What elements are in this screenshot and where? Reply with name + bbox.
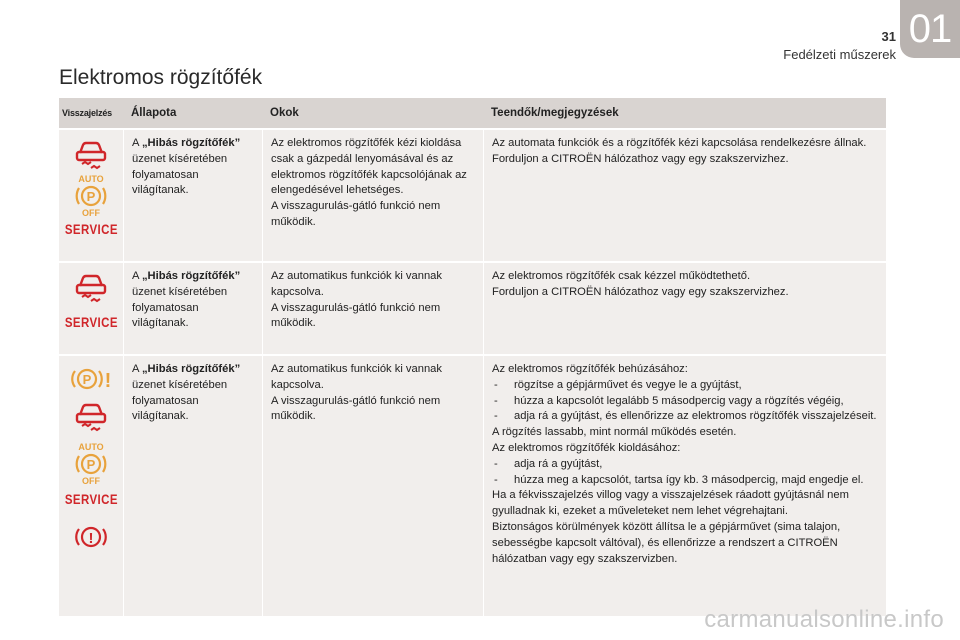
release-steps-list <box>492 457 878 489</box>
indicator-cell <box>59 356 123 616</box>
watermark: carmanualsonline.info <box>704 606 944 633</box>
brake-alert-icon <box>73 522 109 552</box>
svg-text:AUTO: AUTO <box>78 442 104 452</box>
action-cell: Az automata funkciók és a rögzítőfék kézi kapcsolása rendelkezésre állnak. Forduljon a CITROËN hálózathoz vagy egy szakszervizhez. <box>483 130 886 261</box>
brake-fault-icon <box>74 402 108 432</box>
svg-text:!: ! <box>88 529 94 547</box>
table-row <box>59 261 886 354</box>
park-warning-icon <box>69 364 113 394</box>
service-icon: SERVICE <box>64 221 118 237</box>
state-cell: A „Hibás rögzítőfék” üzenet kíséretében folyamatosan világítanak. <box>123 130 262 261</box>
header-cause: Okok <box>270 107 299 119</box>
list-item: - adja rá a gyújtást, és ellenőrizze az elektromos rögzítőfék visszajelzéseit. <box>492 409 878 425</box>
chapter-tab: 01 <box>900 0 960 58</box>
cause-cell: Az automatikus funkciók ki vannak kapcsolva. A visszagurulás-gátló funkció nem működik. <box>262 263 483 354</box>
page-number: 31 <box>881 29 896 44</box>
cause-cell: Az automatikus funkciók ki vannak kapcsolva. A visszagurulás-gátló funkció nem működik. <box>262 356 483 616</box>
engage-steps-list <box>492 378 878 425</box>
list-item: - rögzítse a gépjárművet és vegye le a gyújtást, <box>492 378 878 394</box>
auto-p-off-icon <box>73 442 109 486</box>
brake-fault-icon <box>74 140 108 170</box>
list-item: - húzza a kapcsolót legalább 5 másodpercig vagy a rögzítés végéig, <box>492 394 878 410</box>
svg-text:P: P <box>86 457 96 472</box>
table-row <box>59 354 886 616</box>
svg-text:P: P <box>86 189 96 204</box>
state-cell: A „Hibás rögzítőfék” üzenet kíséretében folyamatosan világítanak. <box>123 356 262 616</box>
brake-fault-icon <box>74 273 108 303</box>
table-header <box>59 98 886 128</box>
action-cell: Az elektromos rögzítőfék behúzásához: - rögzítse a gépjárművet és vegye le a gyújtást, - húzza a kapcsolót legalább 5 másodpercig vagy a rögzítés végéig, - adja rá a gyújtást, és ellenőrizze az elektromos rögzítőfék visszajelzéseit. A rögzítés lassabb, mint normál működés esetén. Az elektromos rögzítőfék kioldásához: - adja rá a gyújtást, - húzza meg a kapcsolót, tartsa így kb. 3 másodpercig, majd engedje el. Ha a fékvisszajelzés villog vagy a visszajelzések ráadott gyújtásnál nem gyulladnak ki, ezeket a műveleteket nem lehet végrehajtani. Biztonságos körülmények között állítsa le a gépjárművet (sima talajon, sebességbe kapcsolt váltóval), és ellenőrizze a rendszert a CITROËN hálózatban vagy egy szakszervizben. <box>483 356 886 616</box>
section-title: Fedélzeti műszerek <box>783 47 896 62</box>
svg-text:!: ! <box>104 370 112 392</box>
list-item: - adja rá a gyújtást, <box>492 457 878 473</box>
svg-text:OFF: OFF <box>82 208 100 218</box>
svg-text:OFF: OFF <box>82 476 100 486</box>
service-icon: SERVICE <box>64 314 118 330</box>
service-icon: SERVICE <box>64 491 118 507</box>
header-action: Teendők/megjegyzések <box>491 107 619 119</box>
indicator-cell <box>59 263 123 354</box>
action-cell: Az elektromos rögzítőfék csak kézzel működtethető. Forduljon a CITROËN hálózathoz vagy egy szakszervizhez. <box>483 263 886 354</box>
header-indicator: Visszajelzés <box>62 108 112 118</box>
indicator-cell <box>59 130 123 261</box>
svg-text:AUTO: AUTO <box>78 174 104 184</box>
header-state: Állapota <box>131 107 177 119</box>
list-item: - húzza meg a kapcsolót, tartsa így kb. 3 másodpercig, majd engedje el. <box>492 473 878 489</box>
cause-cell: Az elektromos rögzítőfék kézi kioldása csak a gázpedál lenyomásával és az elektromos rögzítőfék kapcsolójának az elengedésével lehetséges. A visszagurulás-gátló funkció nem működik. <box>262 130 483 261</box>
table-row <box>59 128 886 261</box>
auto-p-off-icon <box>73 174 109 218</box>
warning-table <box>59 98 886 616</box>
page-title: Elektromos rögzítőfék <box>59 66 263 89</box>
state-cell: A „Hibás rögzítőfék” üzenet kíséretében folyamatosan világítanak. <box>123 263 262 354</box>
svg-text:P: P <box>82 372 92 387</box>
